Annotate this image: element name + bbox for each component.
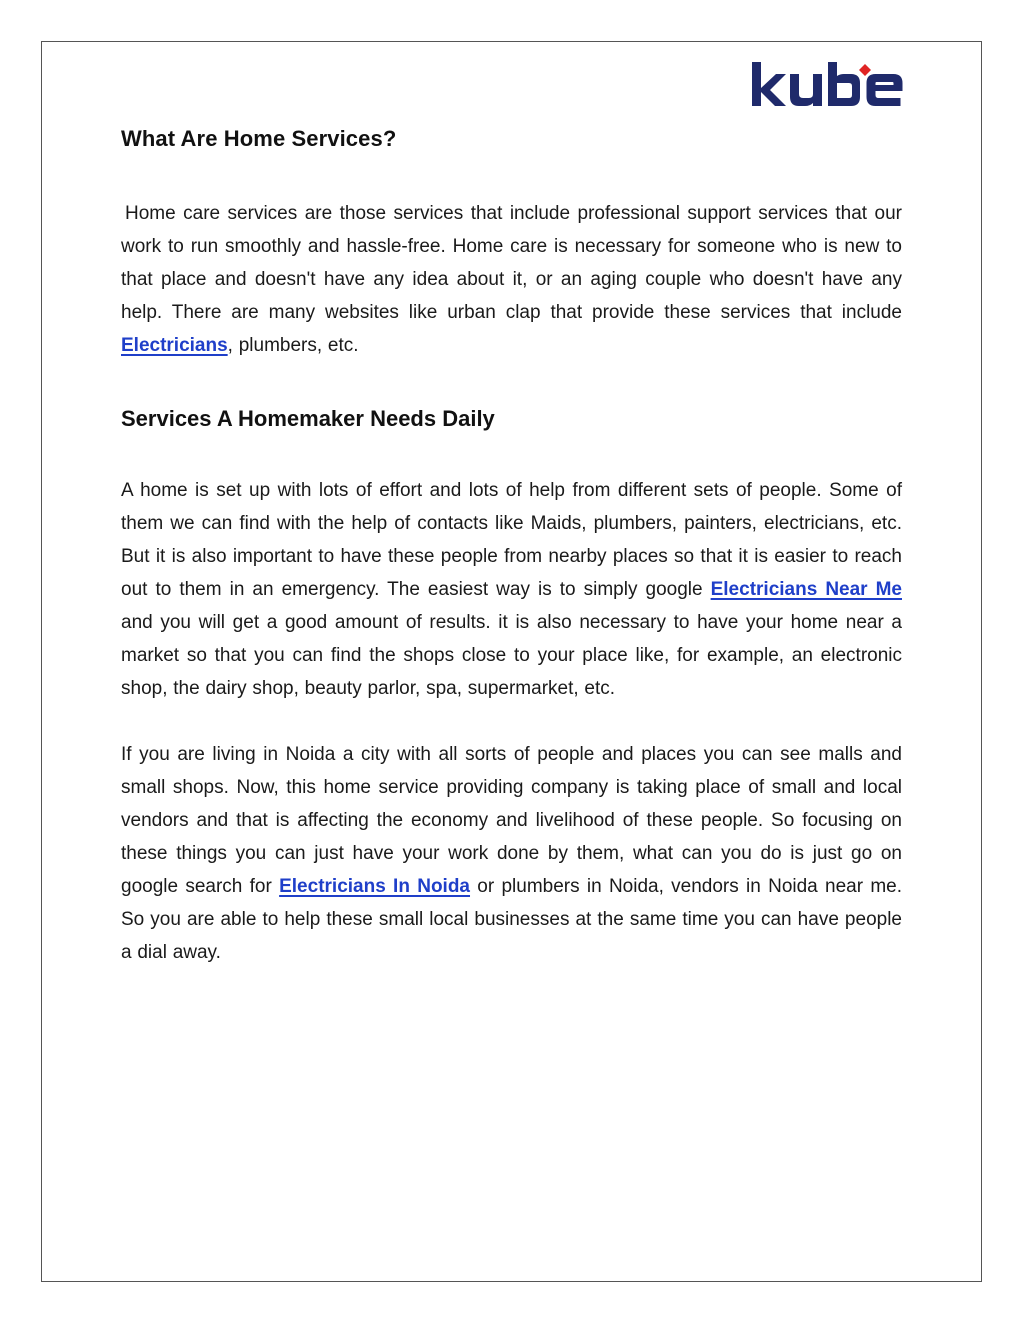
heading-homemaker-services: Services A Homemaker Needs Daily <box>121 406 495 431</box>
link-electricians-in-noida[interactable]: Electricians In Noida <box>279 876 471 897</box>
paragraph-home-services <box>121 197 902 362</box>
document-body <box>121 118 902 969</box>
kube-logo-icon <box>752 62 904 106</box>
paragraph-text: If you are living in Noida a city with all sorts of people and places you can see malls and small shops. Now, this home service providing company is taking place of small and local vendors and that is affecting the economy and livelihood of these people. So focusing on these things you can just have your work done by them, what can you do is just go on google search for <box>121 744 902 897</box>
paragraph-homemaker-needs <box>121 474 902 705</box>
paragraph-text: Home care services are those services that include professional support services that our work to run smoothly and hassle-free. Home care is necessary for someone who is new to that place and doesn't have any idea about it, or an aging couple who doesn't have any help. There are many websites like urban clap that provide these services that include <box>121 203 902 323</box>
link-electricians[interactable]: Electricians <box>121 335 228 356</box>
paragraph-text: , plumbers, etc. <box>227 335 359 356</box>
paragraph-noida <box>121 738 902 969</box>
paragraph-text: or plumbers in Noida, vendors in Noida near me. So you are able to help these small local businesses at the same time you can have people a dial away. <box>121 876 903 963</box>
paragraph-text: A home is set up with lots of effort and lots of help from different sets of people. Some of them we can find with the help of contacts like Maids, plumbers, painters, electricians, etc. But it is also important to have these people from nearby places so that it is easier to reach out to them in an emergency. The easiest way is to simply google <box>121 480 902 600</box>
heading-home-services: What Are Home Services? <box>121 126 397 151</box>
link-electricians-near-me[interactable]: Electricians Near Me <box>710 579 902 600</box>
paragraph-text: and you will get a good amount of results. it is also necessary to have your home near a market so that you can find the shops close to your place like, for example, an electronic shop, the dairy shop, beauty parlor, spa, supermarket, etc. <box>121 612 902 699</box>
kube-logo <box>752 62 904 106</box>
